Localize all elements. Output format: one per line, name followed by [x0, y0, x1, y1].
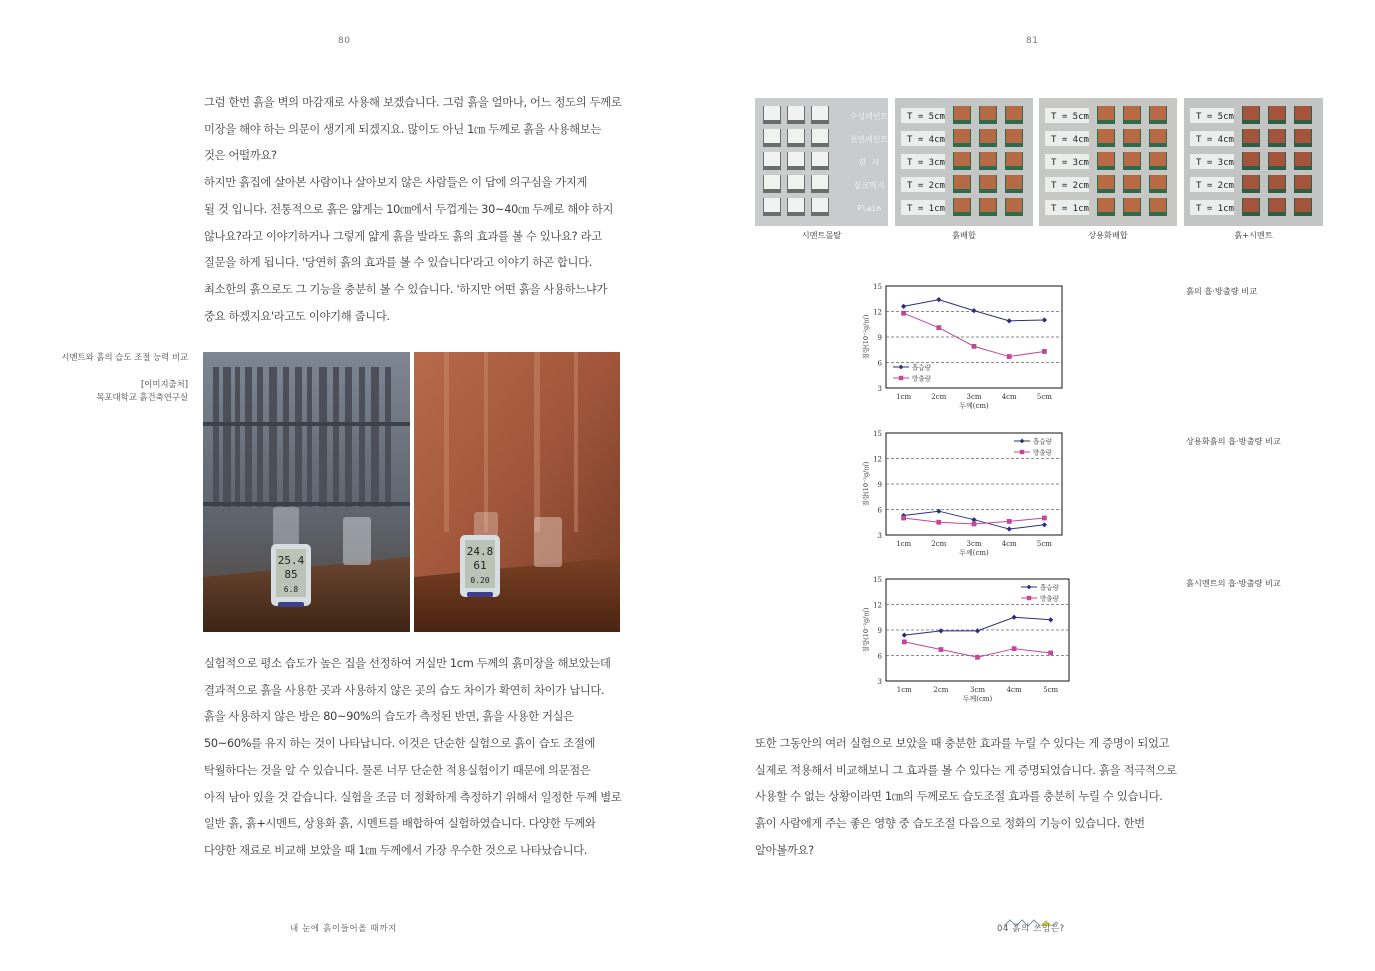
data-point: [936, 520, 941, 525]
sample-label: T = 2cm: [1196, 181, 1234, 191]
sample-block-face: [980, 106, 996, 120]
footer-left: 내 눈에 흙이들어올 때까지: [290, 924, 397, 934]
sample-block-face: [1150, 198, 1166, 212]
sample-block-face: [1150, 106, 1166, 120]
result-line: 아직 남아 있을 것 같습니다. 실험을 조금 더 정확하게 측정하기 위해서 일정한 두께 별로: [204, 790, 622, 804]
data-point: [936, 325, 941, 330]
sample-block-face: [812, 106, 828, 120]
sample-block-face: [1006, 106, 1022, 120]
closing-line: 실제로 적용해서 비교해보니 그 효과를 볼 수 있다는 게 증명되었습니다. 흙을 적극적으로: [755, 763, 1177, 777]
sample-label: T = 5cm: [907, 112, 945, 122]
closing-line: 알아볼까요?: [755, 843, 814, 857]
closing-line: 또한 그동안의 여러 실험으로 보았을 때 충분한 효과를 누릴 수 있다는 게 증명이 되었고: [755, 737, 1170, 750]
sample-label: 수성페인트: [849, 112, 888, 121]
data-point: [902, 640, 907, 645]
sample-block-face: [1243, 106, 1259, 120]
sample-block-face: [1243, 152, 1259, 166]
sample-photo-clay: [895, 98, 1033, 226]
sample-block-face: [1124, 175, 1140, 189]
sample-block-face: [1295, 198, 1311, 212]
sample-block-face: [1150, 152, 1166, 166]
sample-block-face: [954, 175, 970, 189]
intro-line: 질문을 하게 됩니다. '당연히 흙의 효과를 볼 수 있습니다'라고 이야기 하곤 합니다.: [204, 256, 593, 270]
legend-marker: [1027, 596, 1031, 600]
legend-label: 흡습량: [1033, 437, 1052, 446]
chart-clay-cement-absorption: [855, 573, 1075, 708]
sample-label: T = 4cm: [1196, 135, 1234, 145]
result-line: 결과적으로 흙을 사용한 곳과 사용하지 않은 곳의 습도 차이가 확연히 차이가 납니다.: [204, 683, 605, 697]
x-tick-label: 3cm: [966, 540, 982, 548]
sample-block-face: [788, 129, 804, 143]
chart-commercial-clay-absorption: [855, 427, 1075, 562]
legend-marker: [899, 376, 903, 380]
x-tick-label: 5cm: [1036, 393, 1052, 401]
y-axis-label: 질량(10⁻²g/㎡): [862, 607, 870, 653]
y-tick-label: 15: [873, 283, 882, 291]
chart-caption: 흙시멘트의 흡·방출량 비교: [1186, 578, 1281, 588]
intro-line: 것은 어떨까요?: [204, 149, 277, 163]
sample-block-face: [1098, 106, 1114, 120]
sample-block-face: [1006, 198, 1022, 212]
x-tick-label: 2cm: [933, 686, 949, 694]
sample-block-face: [1150, 175, 1166, 189]
sample-block-face: [1124, 129, 1140, 143]
photo-caption: 시멘트와 흙의 습도 조절 능력 비교: [61, 352, 188, 362]
sample-block-face: [1295, 129, 1311, 143]
sample-block-face: [980, 129, 996, 143]
image-source-label: [이미지출처]: [141, 379, 188, 389]
sample-block-face: [980, 175, 996, 189]
meter-reading: 85: [284, 568, 298, 581]
x-axis-label: 두께(cm): [962, 695, 993, 703]
sample-label: T = 4cm: [907, 135, 945, 145]
sample-caption: 시멘트몰탈: [801, 230, 842, 240]
intro-line: 그럼 한번 흙을 벽의 마감재로 사용해 보겠습니다. 그럼 흙을 얼마나, 어느 정도의 두께로: [204, 96, 622, 109]
meter-reading: 0.20: [470, 576, 490, 585]
data-point: [1048, 651, 1053, 656]
sample-block-face: [1243, 198, 1259, 212]
intro-line: 미장을 해야 하는 의문이 생기게 되겠지요. 많이도 아닌 1㎝ 두께로 흙을 사용해보는: [204, 122, 601, 136]
sample-block-face: [788, 152, 804, 166]
intro-text: [204, 90, 622, 330]
sample-block-face: [1295, 175, 1311, 189]
x-tick-label: 4cm: [1001, 393, 1017, 401]
sample-caption: 흙배합: [952, 230, 976, 240]
photo-room-with-clay: [414, 352, 620, 632]
sample-photo-commercial: [1039, 98, 1177, 226]
data-point: [972, 344, 977, 349]
y-tick-label: 12: [873, 601, 882, 610]
data-point: [901, 311, 906, 316]
sample-label: T = 4cm: [1051, 135, 1089, 145]
sample-label: 한 지: [858, 158, 880, 167]
y-axis-label: 질량(10⁻²g/㎡): [862, 461, 870, 507]
sample-block-face: [1098, 129, 1114, 143]
sample-block-face: [788, 198, 804, 212]
data-point: [1007, 354, 1012, 359]
chart-caption: 흙의 흡·방출량 비교: [1186, 286, 1258, 296]
data-point: [1012, 646, 1017, 651]
data-point: [901, 516, 906, 521]
sample-label: Plain: [856, 204, 882, 213]
data-point: [939, 647, 944, 652]
page-number-left: 80: [338, 36, 351, 46]
sample-label: T = 2cm: [907, 181, 945, 191]
y-tick-label: 9: [877, 334, 882, 342]
y-tick-label: 3: [877, 532, 882, 540]
sample-label: T = 3cm: [907, 158, 945, 168]
data-point: [1042, 349, 1047, 354]
intro-line: 최소한의 흙으로도 그 기능을 충분히 볼 수 있습니다. '하지만 어떤 흙을 사용하느냐가: [204, 282, 608, 296]
y-tick-label: 12: [873, 308, 882, 317]
x-axis-label: 두께(cm): [959, 402, 989, 410]
data-point: [975, 655, 980, 660]
sample-label: T = 3cm: [1051, 158, 1089, 168]
sample-label: T = 1cm: [907, 204, 945, 214]
legend-label: 방출량: [1033, 448, 1052, 457]
data-point: [972, 522, 977, 527]
sample-label: T = 5cm: [1051, 112, 1089, 122]
sample-block-face: [1269, 152, 1285, 166]
intro-line: 될 것 입니다. 전통적으로 흙은 얇게는 10㎝에서 두껍게는 30~40㎝ 두께로 해야 하지: [204, 202, 614, 216]
x-tick-label: 1cm: [896, 393, 912, 401]
result-line: 탁월하다는 것을 알 수 있습니다. 물론 너무 단순한 적용실험이기 때문에 의문점은: [204, 763, 591, 777]
y-axis-label: 질량(10⁻²g/㎡): [862, 314, 870, 360]
x-tick-label: 2cm: [931, 393, 947, 401]
y-tick-label: 3: [877, 678, 882, 686]
result-line: 실험적으로 평소 습도가 높은 집을 선정하여 거실만 1cm 두께의 흙미장을 해보았는데: [204, 657, 611, 670]
sample-block-face: [1243, 129, 1259, 143]
sample-caption: 흙+시멘트: [1234, 230, 1273, 240]
sample-label: T = 2cm: [1051, 181, 1089, 191]
sample-block-face: [954, 106, 970, 120]
x-tick-label: 4cm: [1006, 686, 1022, 694]
y-tick-label: 6: [877, 506, 882, 515]
intro-line: 중요 하겠지요'라고도 이야기해 줍니다.: [204, 309, 390, 323]
sample-block-face: [1124, 198, 1140, 212]
footer-right: 04 흙의 쓰임은?: [997, 924, 1065, 934]
x-tick-label: 1cm: [896, 540, 912, 548]
sample-block-face: [788, 175, 804, 189]
meter-reading: 61: [473, 559, 487, 572]
sample-block-face: [764, 152, 780, 166]
sample-block-face: [980, 198, 996, 212]
closing-line: 흙이 사람에게 주는 좋은 영향 중 습도조절 다음으로 정화의 기능이 있습니다. 한번: [755, 817, 1145, 831]
sample-photo-clay-cement: [1184, 98, 1323, 226]
sample-block-face: [1269, 198, 1285, 212]
result-text: [204, 651, 622, 865]
photo-room-without-clay: [203, 352, 410, 632]
legend-label: 흡습량: [912, 363, 931, 372]
y-tick-label: 12: [873, 455, 882, 464]
sample-block-face: [1124, 152, 1140, 166]
sample-label: T = 3cm: [1196, 158, 1234, 168]
sample-block-face: [1269, 106, 1285, 120]
x-tick-label: 2cm: [931, 540, 947, 548]
closing-line: 사용할 수 없는 상황이라면 1㎝의 두께로도 습도조절 효과를 충분히 누릴 수 있습니다.: [755, 790, 1163, 804]
intro-line: 하지만 흙집에 살아본 사람이나 살아보지 않은 사람들은 이 답에 의구심을 가지게: [204, 176, 588, 190]
sample-block-face: [1150, 129, 1166, 143]
x-tick-label: 5cm: [1036, 540, 1052, 548]
sample-block-face: [764, 129, 780, 143]
sample-block-face: [954, 198, 970, 212]
sample-block-face: [1124, 106, 1140, 120]
page-number-right: 81: [1026, 36, 1039, 46]
intro-line: 않나요?라고 이야기하거나 그렇게 얇게 흙을 발라도 흙의 효과를 볼 수 있나요? 라고: [204, 229, 602, 243]
sample-block-face: [788, 106, 804, 120]
sample-block-face: [1269, 175, 1285, 189]
image-source: 목포대학교 흙건축연구실: [96, 392, 188, 402]
meter-reading: 25.4: [277, 554, 305, 567]
meter-reading: 24.8: [466, 545, 494, 558]
y-tick-label: 9: [877, 627, 882, 635]
sample-block-face: [954, 152, 970, 166]
y-tick-label: 6: [877, 652, 882, 661]
sample-block-face: [1006, 129, 1022, 143]
x-tick-label: 3cm: [966, 393, 982, 401]
closing-text: [755, 731, 1177, 865]
sample-block-face: [812, 175, 828, 189]
legend-marker: [1020, 450, 1024, 454]
sample-block-face: [1006, 152, 1022, 166]
legend-label: 방출량: [912, 374, 931, 383]
sample-block-face: [1098, 152, 1114, 166]
sample-photo-cement: [755, 98, 888, 226]
result-line: 일반 흙, 흙+시멘트, 상용화 흙, 시멘트를 배합하여 실험하였습니다. 다양한 두께와: [204, 817, 596, 831]
sample-block-face: [1006, 175, 1022, 189]
sample-block-face: [764, 106, 780, 120]
sample-block-face: [1269, 129, 1285, 143]
y-tick-label: 15: [873, 430, 882, 438]
x-tick-label: 3cm: [969, 686, 986, 694]
sample-label: T = 1cm: [1196, 204, 1234, 214]
x-tick-label: 5cm: [1043, 686, 1059, 694]
sample-block-face: [954, 129, 970, 143]
sample-block-face: [764, 198, 780, 212]
sample-block-face: [1295, 152, 1311, 166]
meter-reading: 6.8: [283, 585, 299, 594]
sample-label: T = 5cm: [1196, 112, 1234, 122]
chart-clay-absorption: [855, 280, 1075, 415]
sample-block-face: [1098, 175, 1114, 189]
sample-block-face: [812, 152, 828, 166]
sample-label: T = 1cm: [1051, 204, 1089, 214]
data-point: [1042, 516, 1047, 521]
y-tick-label: 9: [877, 481, 882, 489]
sample-label: 실크벽지: [853, 181, 885, 190]
sample-block-face: [1243, 175, 1259, 189]
x-tick-label: 1cm: [896, 686, 912, 694]
legend-label: 흡습량: [1040, 583, 1059, 592]
sample-block-face: [812, 198, 828, 212]
sample-block-face: [980, 152, 996, 166]
y-tick-label: 3: [877, 385, 882, 393]
x-tick-label: 4cm: [1001, 540, 1017, 548]
legend-label: 방출량: [1040, 594, 1059, 603]
sample-block-face: [1295, 106, 1311, 120]
y-tick-label: 15: [873, 576, 882, 584]
sample-label: 천연페인트: [849, 135, 888, 144]
sample-caption: 상용화배합: [1088, 230, 1128, 240]
x-axis-label: 두께(cm): [959, 549, 989, 557]
result-line: 다양한 재료로 비교해 보았을 때 1㎝ 두께에서 가장 우수한 것으로 나타났습니다.: [204, 843, 588, 857]
data-point: [1007, 519, 1012, 524]
sample-block-face: [812, 129, 828, 143]
y-tick-label: 6: [877, 359, 882, 368]
chart-caption: 상용화흙의 흡·방출량 비교: [1186, 436, 1281, 446]
sample-block-face: [1098, 198, 1114, 212]
result-line: 50~60%를 유지 하는 것이 나타납니다. 이것은 단순한 실험으로 흙이 습도 조절에: [204, 737, 596, 751]
result-line: 흙을 사용하지 않은 방은 80~90%의 습도가 측정된 반면, 흙을 사용한 거실은: [204, 710, 574, 724]
sample-block-face: [764, 175, 780, 189]
